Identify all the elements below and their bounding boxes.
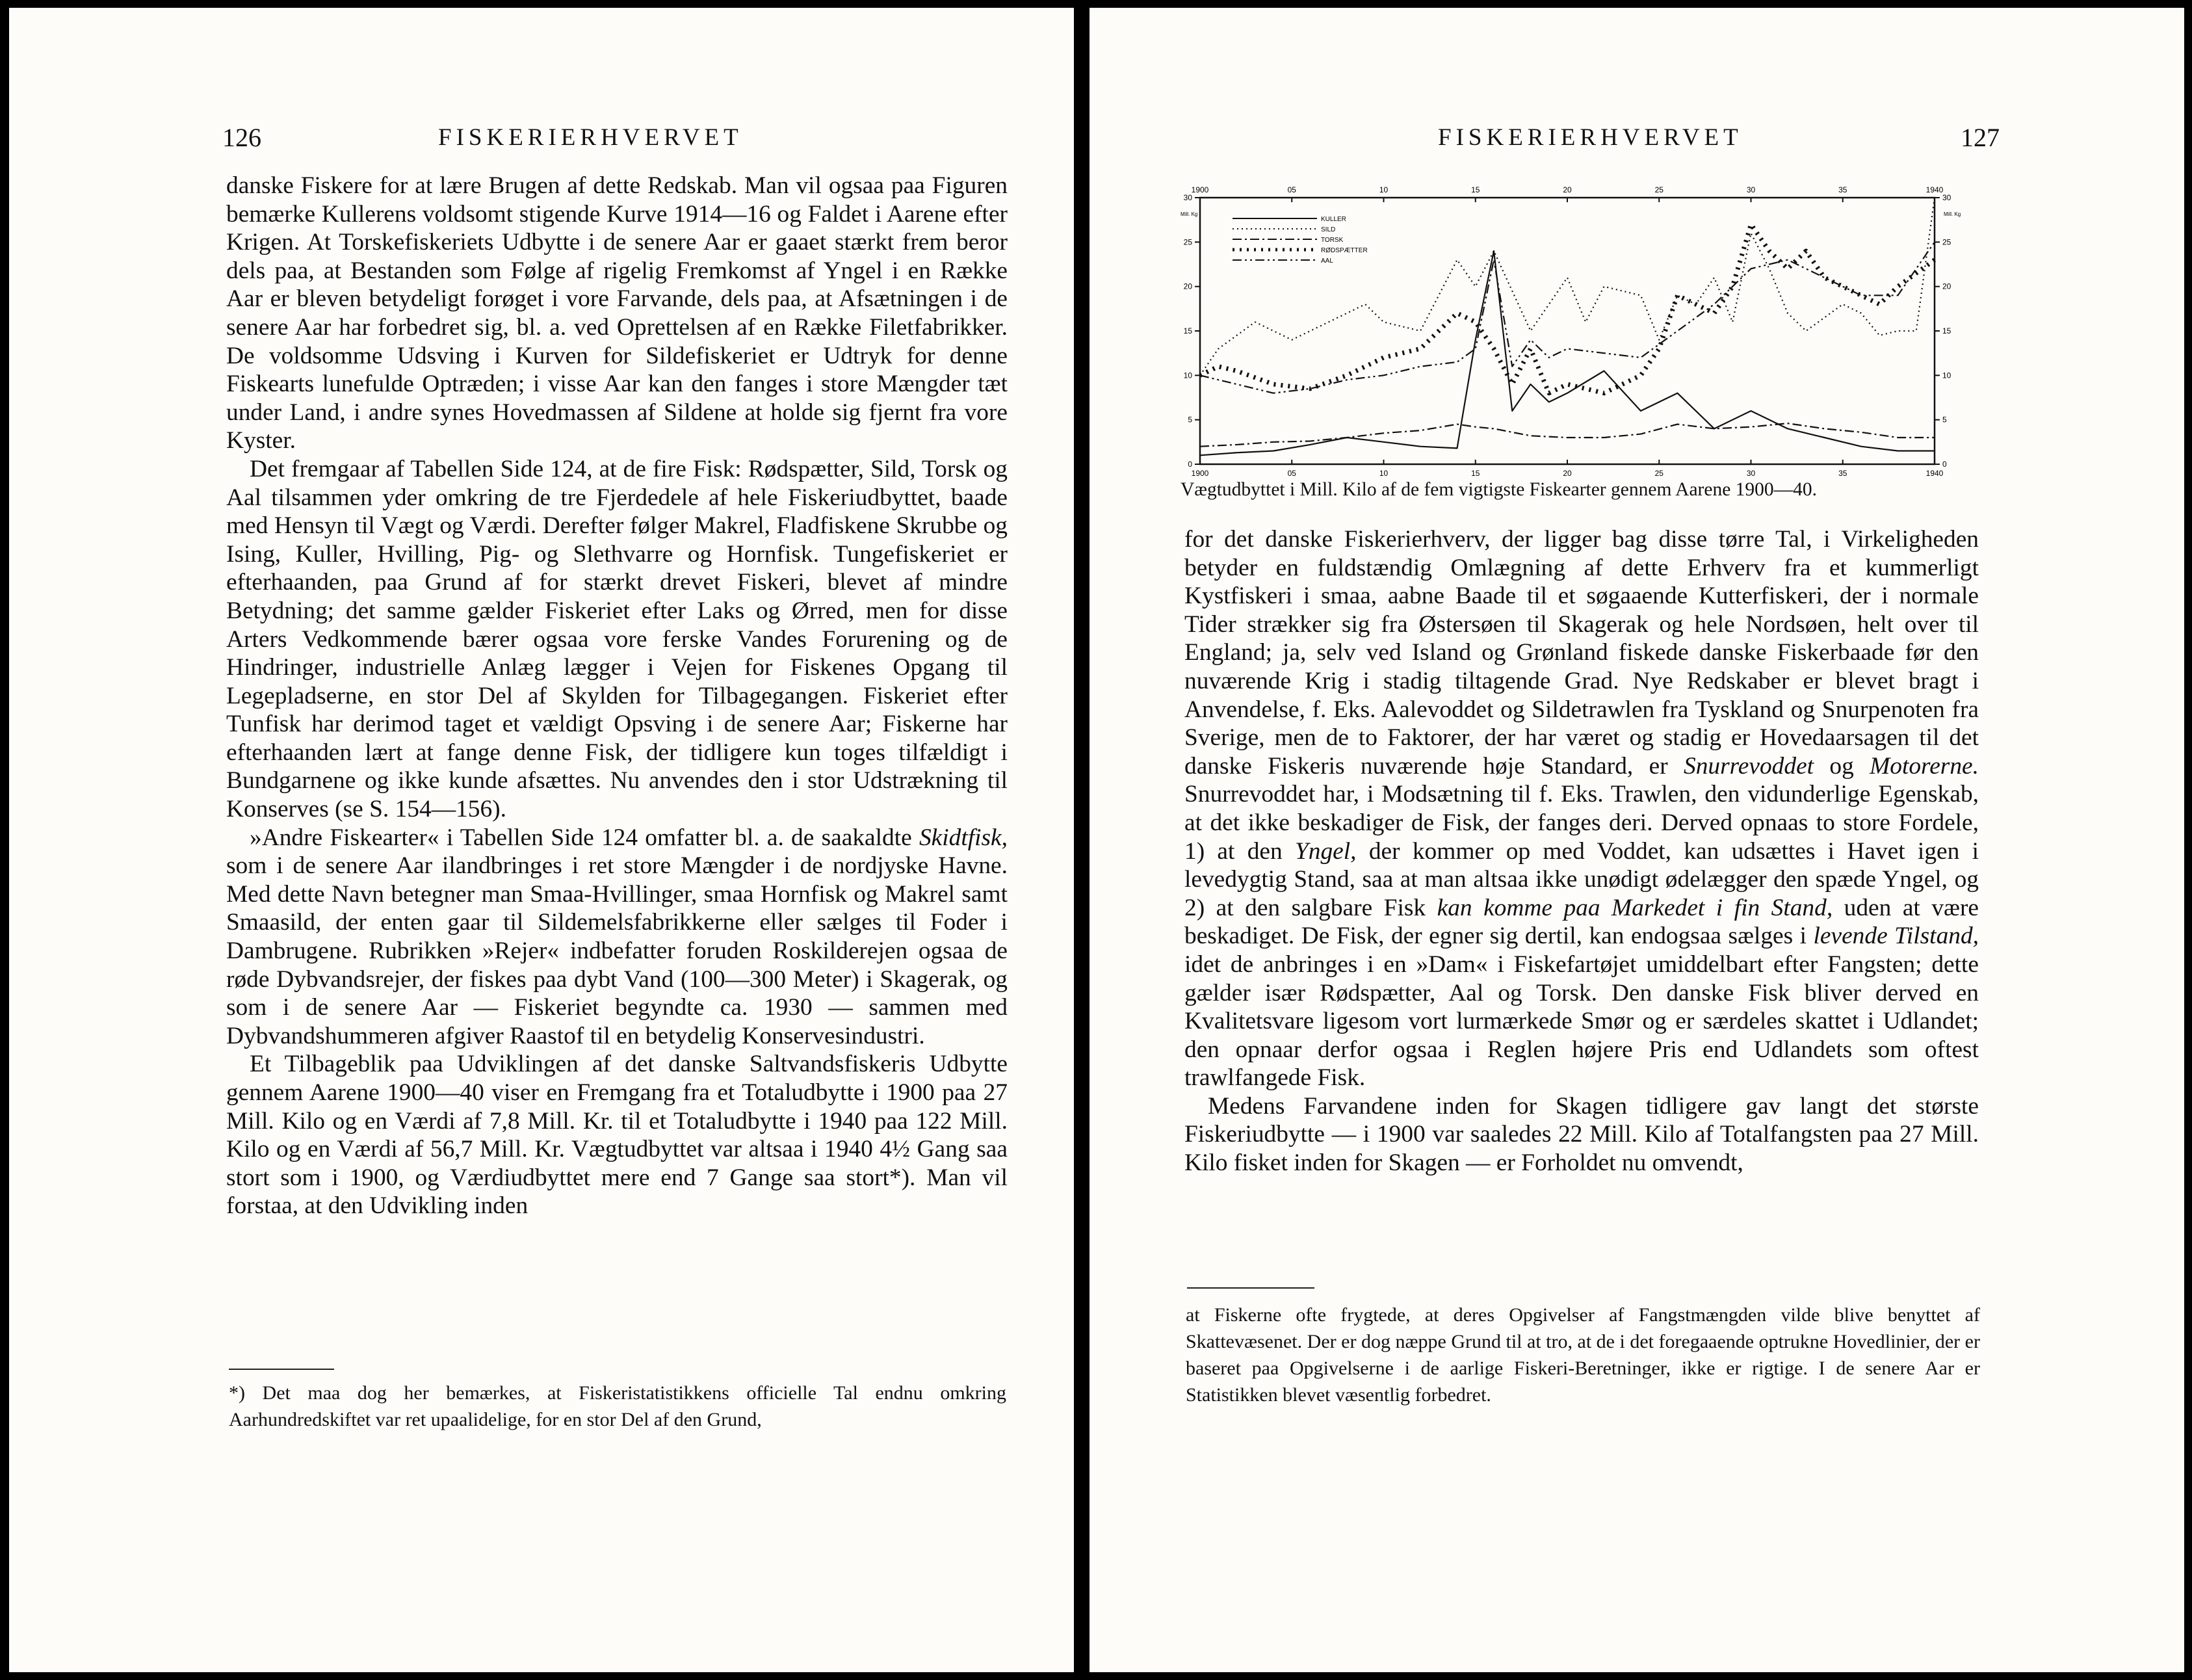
footnote-rule <box>1187 1287 1314 1289</box>
x-tick-label-top: 25 <box>1654 185 1664 194</box>
y-unit-label-right: Mill. Kg <box>1944 211 1961 217</box>
left-page <box>9 8 1074 1672</box>
body-text <box>226 172 1008 1220</box>
x-tick-label-bottom: 30 <box>1746 469 1756 478</box>
y-tick-label-right: 15 <box>1942 326 1951 335</box>
y-tick-label-left: 30 <box>1183 193 1192 202</box>
y-tick-label-right: 10 <box>1942 371 1951 380</box>
x-tick-label-top: 05 <box>1287 185 1296 194</box>
x-tick-label-bottom: 20 <box>1563 469 1572 478</box>
y-tick-label-left: 15 <box>1183 326 1192 335</box>
text-span: der kommer op med Voddet, kan udsættes i Havet igen i levedygtig Stand, saa at man altsaa ikke unødigt ødelægger den spæde Yngel, og 2) at den salgbare Fisk <box>1184 837 1979 921</box>
paragraph <box>1184 1092 1979 1177</box>
right-page <box>1089 8 2184 1672</box>
legend-label: RØDSPÆTTER <box>1321 247 1368 254</box>
italic-text: kan komme paa Markedet i fin Stand, <box>1437 894 1833 921</box>
x-tick-label-bottom: 1900 <box>1191 469 1209 478</box>
x-tick-label-bottom: 05 <box>1287 469 1296 478</box>
text-span: for det danske Fiskerierhverv, der ligger bag disse tørre Tal, i Virkeligheden betyder en fuldstændig Omlægning af dette Erhverv fra et kummerligt Kystfiskeri i smaa, aabne Baade til et søgaaende Kutterfiskeri, der i normale Tider strækker sig fra Østersøen til Skagerak og hele Nordsøen, helt over til England; ja, selv ved Island og Grønland fiskede danske Fiskerbaade før den nuværende Krig i stadig tiltagende Grad. Nye Redskaber er blevet bragt i Anvendelse, f. Eks. Aalevoddet og Sildetrawlen fra Tyskland og Snurpenoten fra Sverige, men de to Faktorer, der har været og stadig er Hovedaarsagen til det danske Fiskeris nuværende høje Standard, er <box>1184 526 1979 780</box>
series-line-torsk <box>1200 423 1935 447</box>
paragraph <box>226 824 1008 1051</box>
x-tick-label-top: 15 <box>1471 185 1480 194</box>
y-tick-label-right: 25 <box>1942 237 1951 247</box>
footnote: *) Det maa dog her bemærkes, at Fiskeristatistikkens officielle Tal endnu omkring Aarhundredskiftet var ret upaalidelige, for en stor Del af den Grund, <box>229 1382 1006 1430</box>
footnote-rule <box>229 1369 334 1370</box>
y-tick-label-left: 25 <box>1183 237 1192 247</box>
italic-text: Yngel, <box>1295 837 1357 865</box>
y-tick-label-left: 0 <box>1188 460 1192 469</box>
paragraph <box>1184 525 1979 1092</box>
x-tick-label-top: 1900 <box>1191 185 1209 194</box>
weight-yield-chart <box>1161 178 1974 480</box>
legend-label: AAL <box>1321 257 1333 265</box>
text-span: uden at være beskadiget. De Fisk, der egner sig dertil, kan endogsaa sælges i <box>1184 894 1979 950</box>
figure-caption: Vægtudbyttet i Mill. Kilo af de fem vigtigste Fiskearter gennem Aarene 1900—40. <box>1181 479 1818 500</box>
x-tick-label-top: 1940 <box>1925 185 1944 194</box>
x-tick-label-top: 30 <box>1746 185 1756 194</box>
series-line-kuller <box>1200 251 1935 455</box>
series-line-rdsptter <box>1200 224 1935 393</box>
page-number: 127 <box>1961 123 2000 152</box>
x-tick-label-bottom: 35 <box>1838 469 1847 478</box>
text-span: »Andre Fiskearter« i Tabellen Side 124 omfatter bl. a. de saakaldte <box>250 824 919 851</box>
x-tick-label-bottom: 25 <box>1654 469 1664 478</box>
x-tick-label-bottom: 10 <box>1379 469 1389 478</box>
x-tick-label-top: 20 <box>1563 185 1572 194</box>
y-tick-label-left: 20 <box>1183 282 1192 291</box>
series-line-sild <box>1200 198 1935 375</box>
paragraph <box>226 172 1008 455</box>
text-span: som i de senere Aar ilandbringes i ret store Mængder i de nordjyske Havne. Med dette Navn betegner man Smaa-Hvillinger, smaa Hornfisk og Makrel samt Smaasild, der enten gaar til Sildemelsfabrikkerne eller sælges til Foder i Dambrugene. Rubrikken »Rejer« indbefatter foruden Roskilderejen ogsaa de røde Dybvandsrejer, der fiskes paa dybt Vand (100—300 Meter) i Skagerak, og som i de senere Aar — Fiskeriet begyndte ca. 1930 — sammen med Dybvandshummeren afgiver Raastof til en betydelig Konservesindustri. <box>226 852 1008 1049</box>
legend-label: TORSK <box>1321 237 1344 244</box>
italic-text: levende Tilstand, <box>1813 923 1979 950</box>
paragraph <box>226 455 1008 824</box>
running-head: FISKERIERHVERVET <box>438 124 743 151</box>
text-span: Medens Farvandene inden for Skagen tidligere gav langt det største Fiskeriudbytte — i 1900 var saaledes 22 Mill. Kilo af Totalfangsten paa 27 Mill. Kilo fisket inden for Skagen — er Forholdet nu omvendt, <box>1184 1092 1979 1177</box>
running-head: FISKERIERHVERVET <box>1438 124 1743 151</box>
text-span: og <box>1814 752 1870 780</box>
y-unit-label-left: Mill. Kg <box>1181 211 1198 217</box>
body-text <box>1184 525 1979 1177</box>
y-tick-label-right: 30 <box>1942 193 1951 202</box>
x-tick-label-bottom: 1940 <box>1925 469 1944 478</box>
italic-text: Snurrevoddet <box>1684 752 1814 780</box>
text-span: Det fremgaar af Tabellen Side 124, at de fire Fisk: Rødspætter, Sild, Torsk og Aal tilsammen yder omkring de tre Fjerdedele af hele Fiskeriudbyttet, baade med Hensyn til Vægt og Værdi. Derefter følger Makrel, Fladfiskene Skrubbe og Ising, Kuller, Hvilling, Pig- og Slethvarre og Hornfisk. Tungefiskeriet er efterhaanden, paa Grund af for stærkt drevet Fiskeri, blevet af mindre Betydning; det samme gælder Fiskeriet efter Laks og Ørred, men for disse Arters Vedkommende bærer ogsaa vore ferske Vandes Forurening og de Hindringer, industrielle Anlæg lægger i Vejen for Fiskenes Opgang til Legepladserne, en stor Del af Skylden for Tilbagegangen. Fiskeriet efter Tunfisk har derimod taget et vældigt Opsving i de senere Aar; Fiskerne har efterhaanden lært at fange denne Fisk, der tidligere kun toges tilfældigt i Bundgarnene og ikke kunde afsættes. Nu anvendes den i stor Udstrækning til Konserves (se S. 154—156). <box>226 455 1008 823</box>
paragraph <box>226 1050 1008 1220</box>
y-tick-label-right: 0 <box>1942 460 1947 469</box>
y-tick-label-right: 5 <box>1942 415 1947 425</box>
text-span: Snurrevoddet har, i Modsætning til f. Eks. Trawlen, den vidunderlige Egenskab, at det ikke beskadiger de Fisk, der fanges deri. Derved opnaas to store Fordele, 1) at den <box>1184 781 1979 865</box>
y-tick-label-left: 10 <box>1183 371 1192 380</box>
text-span: idet de anbringes i en »Dam« i Fiskefartøjet umiddelbart efter Fangsten; dette gælder især Rødspætter, Aal og Torsk. Den danske Fisk bliver derved en Kvalitetsvare ligesom vort lurmærkede Smør og er særdeles skattet i Udlandet; den opnaar derfor ogsaa i Reglen højere Pris end Udlandets som oftest trawlfangede Fisk. <box>1184 951 1979 1092</box>
text-span: danske Fiskere for at lære Brugen af dette Redskab. Man vil ogsaa paa Figuren bemærke Kullerens voldsomt stigende Kurve 1914—16 og Faldet i Aarene efter Krigen. At Torskefiskeriets Udbytte i de senere Aar er gaaet stærkt frem beror dels paa, at Bestanden som Følge af rigelig Fremkomst af Yngel i en Række Aar er bleven betydeligt forøget i vore Farvande, dels paa, at Afsætningen i de senere Aar har forbedret sig, bl. a. ved Oprettelsen af en Række Filetfabrikker. De voldsomme Udsving i Kurven for Sildefiskeriet er Udtryk for denne Fiskearts lunefulde Optræden; i visse Aar kan den fanges i store Mængder tæt under Land, i andre synes Hovedmassen af Sildene at holde sig fjernt fra vore Kyster. <box>226 172 1008 454</box>
y-tick-label-right: 20 <box>1942 282 1951 291</box>
footnote: at Fiskerne ofte frygtede, at deres Opgivelser af Fangstmængden vilde blive benyttet af Skattevæsenet. Der er dog næppe Grund til at tro, at de i det foregaaende optrukne Hovedlinier, der er baseret paa Opgivelserne i de aarlige Fiskeri-Beretninger, ikke er rigtige. I de senere Aar er Statistikken blevet væsentlig forbedret. <box>1186 1304 1980 1406</box>
plot-frame <box>1200 198 1935 464</box>
x-tick-label-bottom: 15 <box>1471 469 1480 478</box>
x-tick-label-top: 10 <box>1379 185 1389 194</box>
legend-label: KULLER <box>1321 216 1346 223</box>
italic-text: Motorerne. <box>1870 752 1979 780</box>
italic-text: Skidtfisk, <box>919 824 1008 851</box>
page-number: 126 <box>222 123 261 152</box>
y-tick-label-left: 5 <box>1188 415 1192 425</box>
series-line-aal <box>1200 242 1935 393</box>
text-span: Et Tilbageblik paa Udviklingen af det danske Saltvandsfiskeris Udbytte gennem Aarene 1900—40 viser en Fremgang fra et Totaludbytte i 1900 paa 27 Mill. Kilo og en Værdi af 7,8 Mill. Kr. til et Totaludbytte i 1940 paa 122 Mill. Kilo og en Værdi af 56,7 Mill. Kr. Vægtudbyttet var altsaa i 1940 4½ Gang saa stort som i 1900, og Værdiudbyttet mere end 7 Gange saa stort*). Man vil forstaa, at den Udvikling inden <box>226 1051 1008 1220</box>
legend-label: SILD <box>1321 226 1336 233</box>
x-tick-label-top: 35 <box>1838 185 1847 194</box>
